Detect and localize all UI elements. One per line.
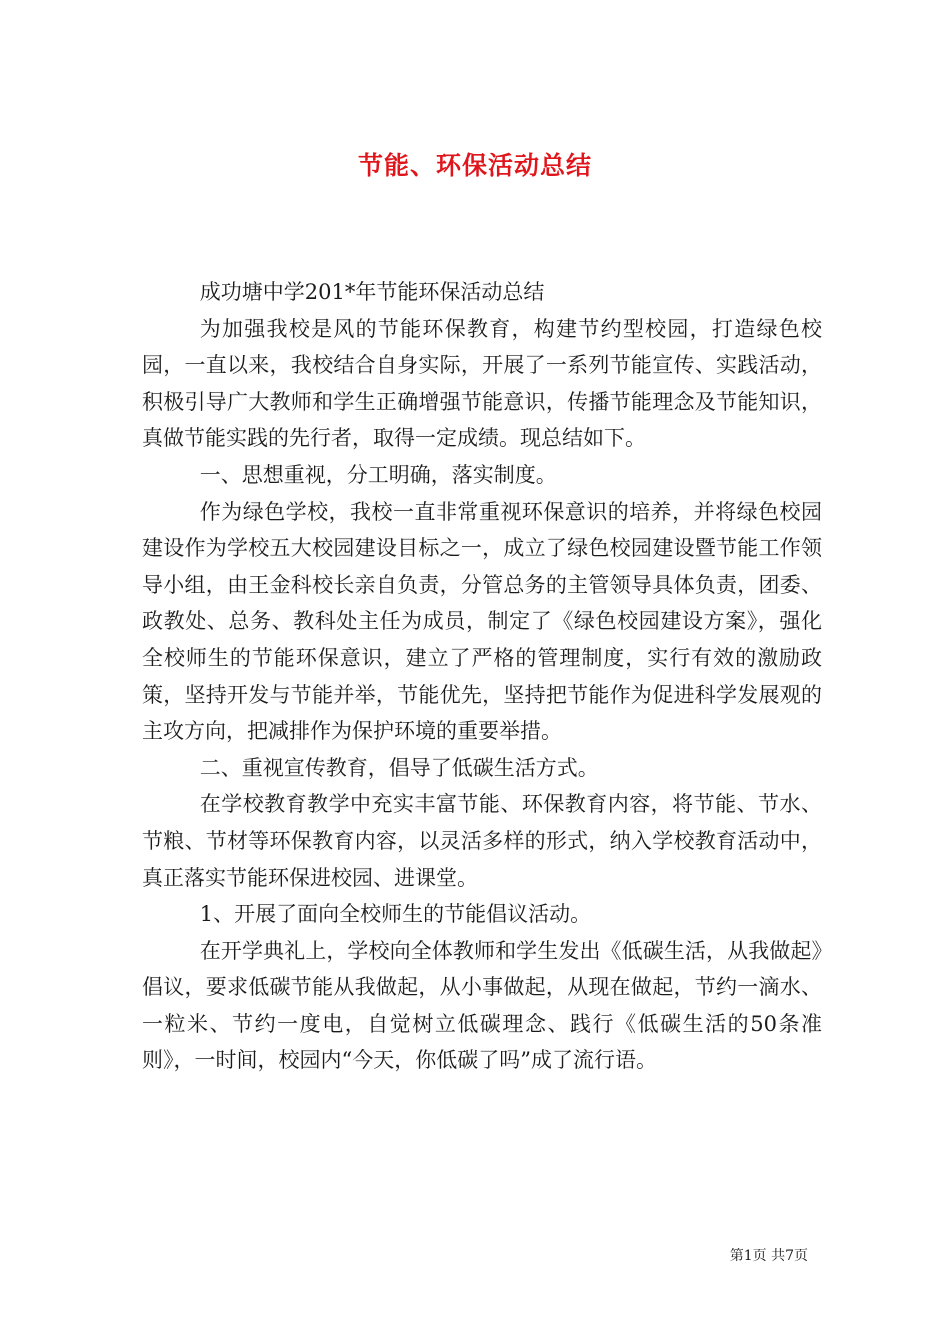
paragraph-intro: 为加强我校是风的节能环保教育，构建节约型校园，打造绿色校园，一直以来，我校结合自身实际，开展了一系列节能宣传、实践活动，积极引导广大教师和学生正确增强节能意识，传播节能理念及节能知识，真做节能实践的先行者，取得一定成绩。现总结如下。 xyxy=(142,316,822,451)
paragraph-subtitle: 成功塘中学201*年节能环保活动总结 xyxy=(199,280,545,304)
paragraph-section-1: 作为绿色学校，我校一直非常重视环保意识的培养，并将绿色校园建设作为学校五大校园建设目标之一，成立了绿色校园建设暨节能工作领导小组，由王金科校长亲自负责，分管总务的主管领导具体负责，团委、政教处、总务、教科处主任为成员，制定了《绿色校园建设方案》，强化全校师生的节能环保意识，建立了严格的管理制度，实行有效的激励政策，坚持开发与节能并举，节能优先，坚持把节能作为促进科学发展观的主攻方向，把减排作为保护环境的重要举措。 xyxy=(142,499,822,744)
subsection-heading-1: 1、开展了面向全校师生的节能倡议活动。 xyxy=(199,902,592,927)
section-heading-2: 二、重视宣传教育，倡导了低碳生活方式。 xyxy=(199,755,599,780)
page-title: 节能、环保活动总结 xyxy=(357,150,592,180)
page-number: 第1页 共7页 xyxy=(729,1248,808,1264)
paragraph-subsection-1: 在开学典礼上，学校向全体教师和学生发出《低碳生活，从我做起》倡议，要求低碳节能从我做起，从小事做起，从现在做起，节约一滴水、一粒米、节约一度电，自觉树立低碳理念、践行《低碳生活的50条准则》，一时间，校园内“今天，你低碳了吗”成了流行语。 xyxy=(142,938,822,1073)
paragraph-section-2: 在学校教育教学中充实丰富节能、环保教育内容，将节能、节水、节粮、节材等环保教育内容，以灵活多样的形式，纳入学校教育活动中，真正落实节能环保进校园、进课堂。 xyxy=(142,792,822,890)
document-body xyxy=(142,274,822,1079)
section-heading-1: 一、思想重视，分工明确，落实制度。 xyxy=(199,462,557,487)
